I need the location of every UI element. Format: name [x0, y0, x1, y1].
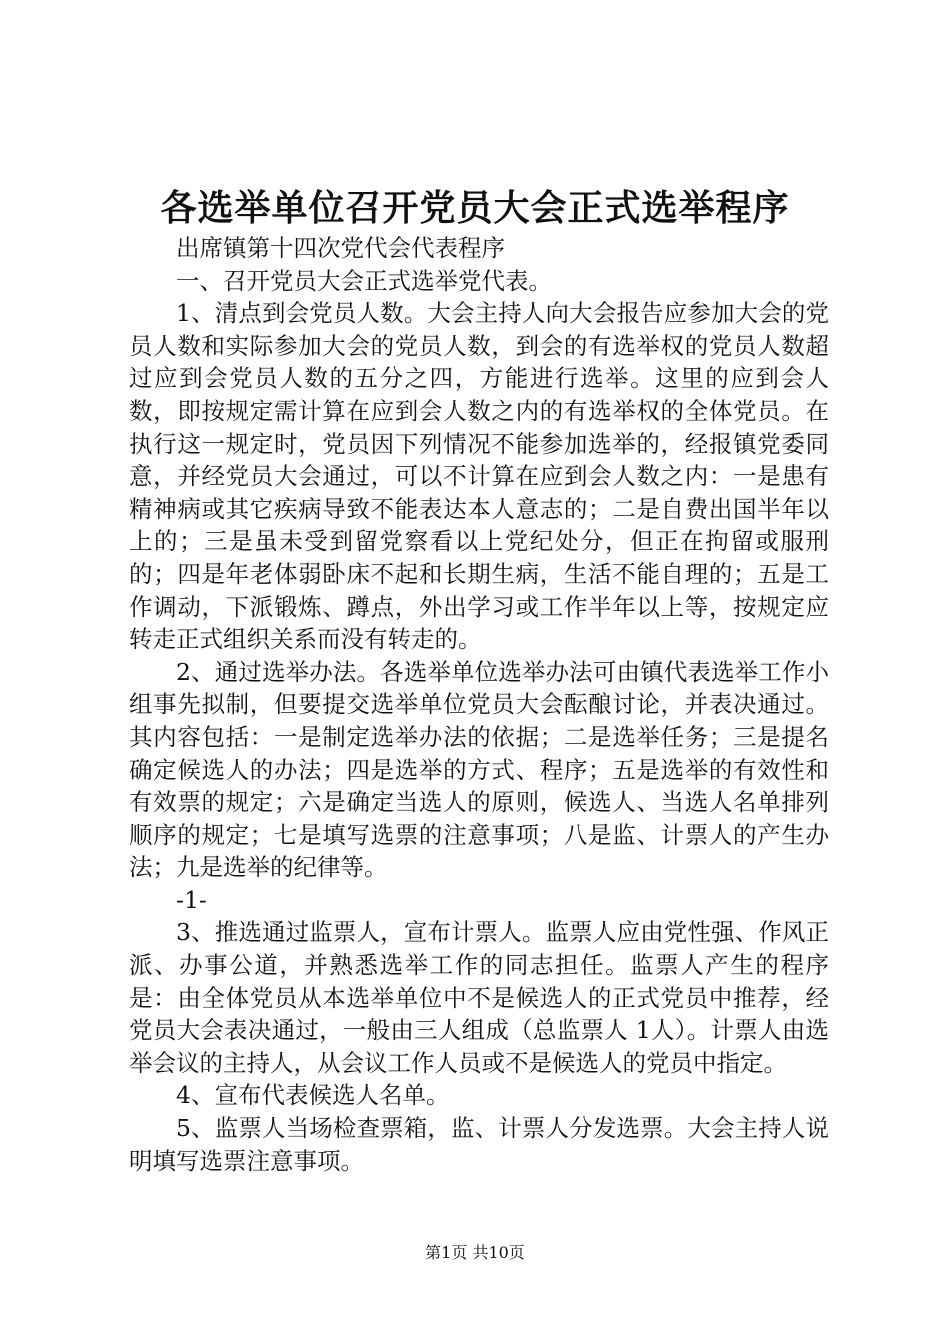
paragraph-item-2: 2、通过选举办法。各选举单位选举办法可由镇代表选举工作小组事先拟制，但要提交选举单位党员大会酝酿讨论，并表决通过。其内容包括：一是制定选举办法的依据；二是选举任务；三是提名确定候选人的办法；四是选举的方式、程序；五是选举的有效性和有效票的规定；六是确定当选人的原则，候选人、当选人名单排列顺序的规定；七是填写选票的注意事项；八是监、计票人的产生办法；九是选举的纪律等。 — [129, 657, 829, 882]
paragraph-item-4: 4、宣布代表候选人名单。 — [176, 1081, 450, 1110]
section-heading: 一、召开党员大会正式选举党代表。 — [176, 266, 552, 295]
subtitle-paragraph: 出席镇第十四次党代会代表程序 — [176, 234, 505, 262]
paragraph-item-5: 5、监票人当场检查票箱，监、计票人分发选票。大会主持人说明填写选票注意事项。 — [129, 1114, 829, 1175]
paragraph-item-3: 3、推选通过监票人，宣布计票人。监票人应由党性强、作风正派、办事公道，并熟悉选举工作的同志担任。监票人产生的程序是：由全体党员从本选举单位中不是候选人的正式党员中推荐，经党员大会表决通过，一般由三人组成（总监票人 1人）。计票人由选举会议的主持人，从会议工作人员或不是候选人的党员中指定。 — [129, 918, 829, 1077]
inline-page-number: -1- — [176, 885, 207, 914]
page-footer: 第1页 共10页 — [425, 1243, 525, 1262]
document-title: 各选举单位召开党员大会正式选举程序 — [160, 187, 790, 229]
paragraph-item-1: 1、清点到会党员人数。大会主持人向大会报告应参加大会的党员人数和实际参加大会的党员人数，到会的有选举权的党员人数超过应到会党员人数的五分之四，方能进行选举。这里的应到会人数，即按规定需计算在应到会人数之内的有选举权的全体党员。在执行这一规定时，党员因下列情况不能参加选举的，经报镇党委同意，并经党员大会通过，可以不计算在应到会人数之内：一是患有精神病或其它疾病导致不能表达本人意志的；二是自费出国半年以上的；三是虽未受到留党察看以上党纪处分，但正在拘留或服刑的；四是年老体弱卧床不起和长期生病，生活不能自理的；五是工作调动，下派锻炼、蹲点，外出学习或工作半年以上等，按规定应转走正式组织关系而没有转走的。 — [129, 299, 829, 654]
document-body — [129, 232, 829, 1177]
